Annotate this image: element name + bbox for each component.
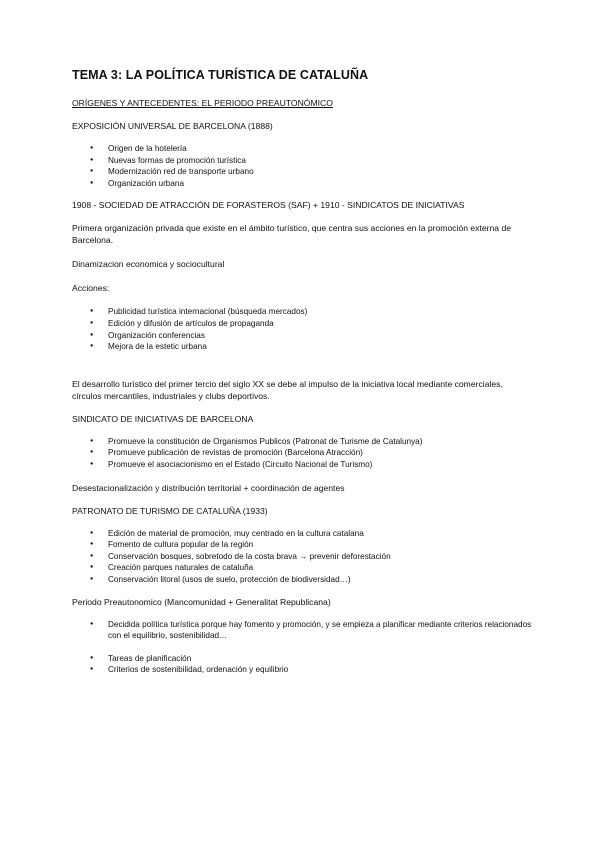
list-item: ● Organización urbana xyxy=(72,178,532,190)
preautonomico-list-2 xyxy=(72,653,532,676)
list-item: ● Nuevas formas de promoción turística xyxy=(72,155,532,167)
saf-description: Primera organización privada que existe en el ámbito turístico, que centra sus acciones en la promoción externa de Barcelona. xyxy=(72,223,511,246)
preautonomico-heading: Periodo Preautonomico (Mancomunidad + Generalitat Republicana) xyxy=(72,596,331,607)
acciones-list xyxy=(72,306,532,352)
section-subtitle: ORÍGENES Y ANTECEDENTES: EL PERIODO PREAUTONÓMICO xyxy=(72,98,333,108)
list-item: ● Promueve el asociacionismo en el Estado (Circuito Nacional de Turismo) xyxy=(72,459,532,471)
page-title: TEMA 3: LA POLÍTICA TURÍSTICA DE CATALUÑA xyxy=(72,68,369,82)
list-item: ● Modernización red de transporte urbano xyxy=(72,166,532,178)
list-item: ● Conservación litoral (usos de suelo, protección de biodiversidad…) xyxy=(72,574,532,586)
preautonomico-list xyxy=(72,619,532,642)
saf-heading: 1908 - SOCIEDAD DE ATRACCIÓN DE FORASTEROS (SAF) + 1910 - SINDICATOS DE INICIATIVAS xyxy=(72,200,465,211)
list-item: ● Criterios de sostenibilidad, ordenación y equilibrio xyxy=(72,664,532,676)
expo-heading: EXPOSICIÓN UNIVERSAL DE BARCELONA (1888) xyxy=(72,121,273,131)
list-item: ● Promueve la constitución de Organismos Publicos (Patronat de Turisme de Catalunya) xyxy=(72,436,532,448)
list-item: ● Edición de material de promoción, muy centrado en la cultura catalana xyxy=(72,528,532,540)
sindicato-heading: SINDICATO DE INICIATIVAS DE BARCELONA xyxy=(72,413,254,424)
document-page xyxy=(72,68,532,687)
saf-conclusion: El desarrollo turístico del primer tercio del siglo XX se debe al impulso de la iniciativa local mediante comerciales, círculos mercantiles, industriales y clubs deportivos. xyxy=(72,378,503,401)
list-item: ● Tareas de planificación xyxy=(72,653,532,665)
list-item: ● Creación parques naturales de cataluña xyxy=(72,562,532,574)
sindicato-list xyxy=(72,436,532,471)
list-item: ● Edición y difusión de artículos de propaganda xyxy=(72,318,532,330)
patronato-list xyxy=(72,528,532,586)
list-item: ● Origen de la hotelería xyxy=(72,143,532,155)
saf-dinamizacion: Dinamizacion economica y sociocultural xyxy=(72,259,225,270)
list-item: ● Decidida política turística porque hay fomento y promoción, y se empieza a planificar mediante criterios relacionados con el equilibrio, sostenibilidad… xyxy=(72,619,532,642)
sindicato-note: Desestacionalización y distribución territorial + coordinación de agentes xyxy=(72,482,345,493)
list-item: ● Publicidad turística internacional (búsqueda mercados) xyxy=(72,306,532,318)
list-item: ● Promueve publicación de revistas de promoción (Barcelona Atracción) xyxy=(72,447,532,459)
list-item: ● Organización conferencias xyxy=(72,330,532,342)
expo-list xyxy=(72,143,532,189)
patronato-heading: PATRONATO DE TURISMO DE CATALUÑA (1933) xyxy=(72,505,268,516)
list-item: ● Mejora de la estetic urbana xyxy=(72,341,532,353)
list-item: ● Conservación bosques, sobretodo de la costa brava → prevenir deforestación xyxy=(72,551,532,563)
acciones-label: Acciones: xyxy=(72,283,110,294)
list-item: ● Fomento de cultura popular de la región xyxy=(72,539,532,551)
